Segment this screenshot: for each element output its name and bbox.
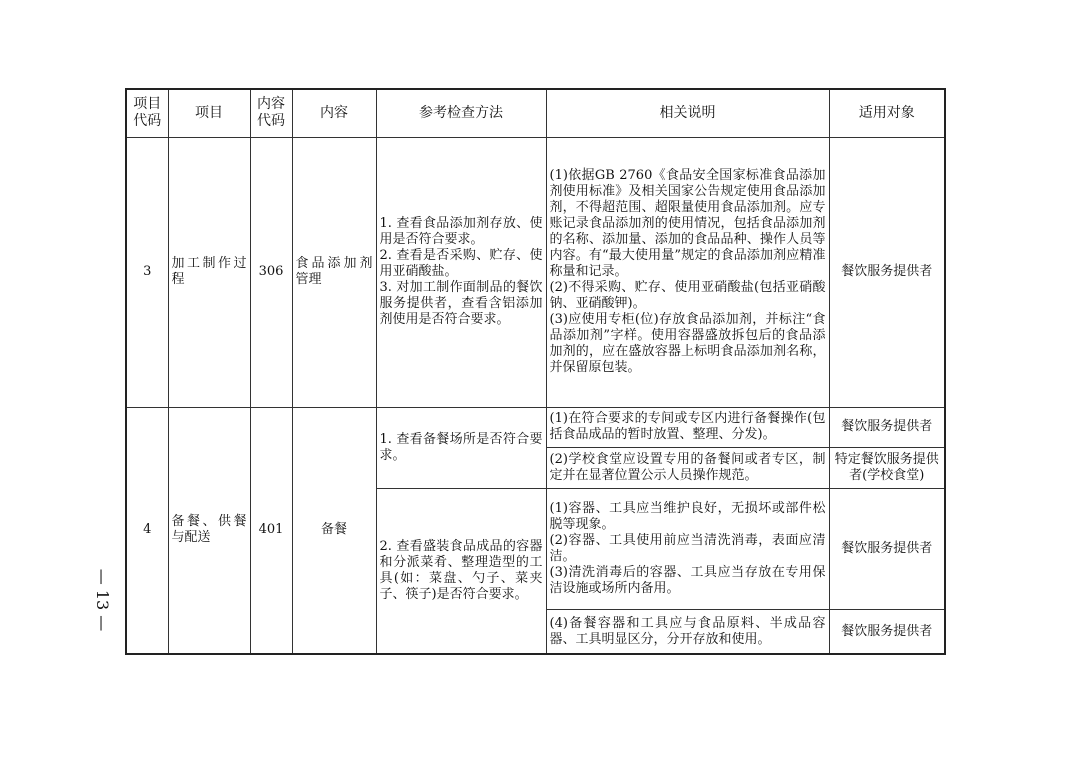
content-code-cell: 306 xyxy=(250,137,292,407)
header-row xyxy=(126,89,945,137)
header-notes: 相关说明 xyxy=(546,89,829,137)
notes-cell: (1)容器、工具应当维护良好，无损坏或部件松脱等现象。 (2)容器、工具使用前应当清洗消毒，表面应清洁。 (3)清洗消毒后的容器、工具应当存放在专用保洁设施或场所内备用。 xyxy=(546,488,829,609)
content-cell: 备餐 xyxy=(292,407,376,654)
header-item: 项目 xyxy=(168,89,250,137)
header-methods: 参考检查方法 xyxy=(376,89,546,137)
item-code-cell: 3 xyxy=(126,137,168,407)
inspection-table xyxy=(125,88,946,655)
target-cell: 餐饮服务提供者 xyxy=(829,137,945,407)
content-cell: 食品添加剂管理 xyxy=(292,137,376,407)
notes-cell: (1)在符合要求的专间或专区内进行备餐操作(包括食品成品的暂时放置、整理、分发)。 xyxy=(546,407,829,447)
header-item-code: 项目代码 xyxy=(126,89,168,137)
methods-cell: 1. 查看食品添加剂存放、使用是否符合要求。 2. 查看是否采购、贮存、使用亚硝酸盐。 3. 对加工制作面制品的餐饮服务提供者，查看含铝添加剂使用是否符合要求。 xyxy=(376,137,546,407)
target-cell: 餐饮服务提供者 xyxy=(829,407,945,447)
target-cell: 餐饮服务提供者 xyxy=(829,610,945,654)
item-code-cell: 4 xyxy=(126,407,168,654)
header-content: 内容 xyxy=(292,89,376,137)
table-row xyxy=(126,137,945,407)
methods-cell: 1. 查看备餐场所是否符合要求。 xyxy=(376,407,546,488)
item-cell: 备餐、供餐与配送 xyxy=(168,407,250,654)
notes-cell: (1)依据GB 2760《食品安全国家标准食品添加剂使用标准》及相关国家公告规定使用食品添加剂，不得超范围、超限量使用食品添加剂。应专账记录食品添加剂的使用情况，包括食品添加剂的名称、添加量、添加的食品品种、操作人员等内容。有“最大使用量”规定的食品添加剂应精准称量和记录。 (2)不得采购、贮存、使用亚硝酸盐(包括亚硝酸钠、亚硝酸钾)。 (3)应使用专柜(位)存放食品添加剂，并标注“食品添加剂”字样。使用容器盛放拆包后的食品添加剂的，应在盛放容器上标明食品添加剂名称，并保留原包装。 xyxy=(546,137,829,407)
page-number: — 13 — xyxy=(93,568,113,632)
table-row xyxy=(126,407,945,447)
header-content-code: 内容代码 xyxy=(250,89,292,137)
header-target: 适用对象 xyxy=(829,89,945,137)
target-cell: 特定餐饮服务提供者(学校食堂) xyxy=(829,447,945,488)
notes-cell: (4)备餐容器和工具应与食品原料、半成品容器、工具明显区分，分开存放和使用。 xyxy=(546,610,829,654)
item-cell: 加工制作过程 xyxy=(168,137,250,407)
notes-cell: (2)学校食堂应设置专用的备餐间或者专区，制定并在显著位置公示人员操作规范。 xyxy=(546,447,829,488)
content-code-cell: 401 xyxy=(250,407,292,654)
methods-cell: 2. 查看盛装食品成品的容器和分派菜肴、整理造型的工具(如：菜盘、勺子、菜夹子、筷子)是否符合要求。 xyxy=(376,488,546,654)
target-cell: 餐饮服务提供者 xyxy=(829,488,945,609)
